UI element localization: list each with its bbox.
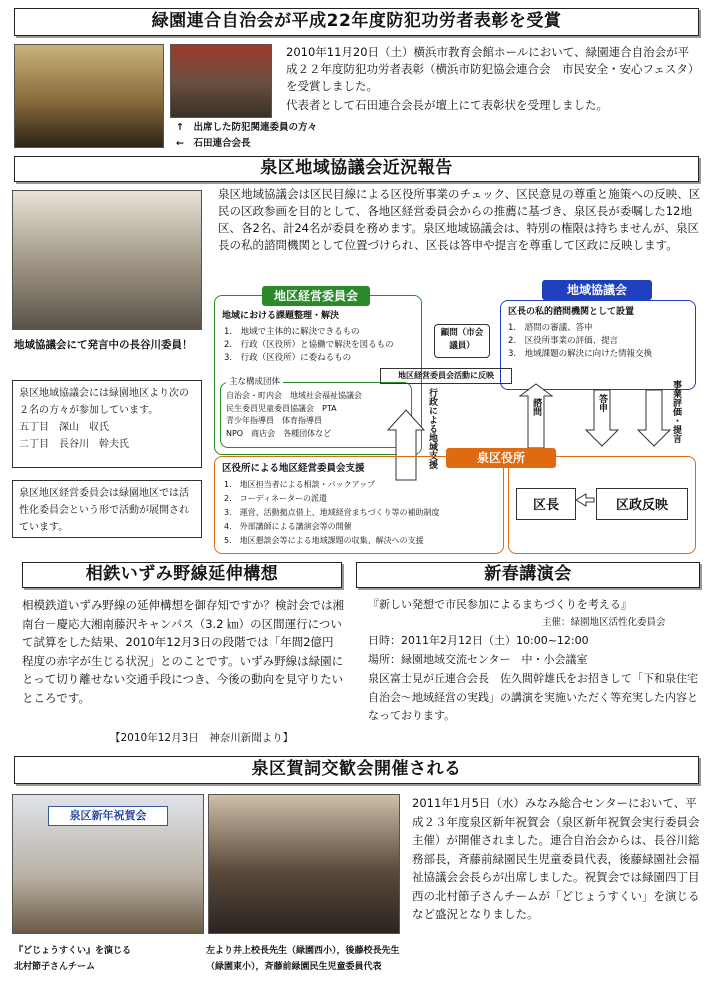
advisor-label: 顧問（市会議員） <box>440 328 484 351</box>
lecture-body: 泉区富士見が丘連合会長 佐久間幹雄氏をお招きして「下和泉住宅自治会～地域経営の実践」の講演を実施いただく等充実した内容となっております。 <box>368 672 698 722</box>
member-org: 自治会・町内会 地域社会福祉協議会 <box>226 391 362 400</box>
committee-item: 3. 行政（区役所）に委ねるもの <box>224 353 352 363</box>
member-org: 青少年指導員 体育指導員 <box>226 416 322 425</box>
committee-item: 2. 行政（区役所）と協働で解決を図るもの <box>224 340 394 350</box>
dance-caption-2: 北村節子さんチーム <box>14 962 96 972</box>
lecture-theme: 『新しい発想で市民参加によるまちづくりを考える』 <box>368 598 632 611</box>
support-head: 区役所による地区経営委員会支援 <box>222 463 365 474</box>
committee-sub: 地域における課題整理・解決 <box>222 311 340 321</box>
award-body: 2010年11月20日（土）横浜市教育会館ホールにおいて、緑園連合自治会が平成２２年度防犯功労者表彰（横浜市防犯協会連合会 市民安全・安心フェスタ）を受賞しました。 <box>286 45 700 93</box>
reflect-label: 区政反映 <box>615 498 668 513</box>
toshin-label: 答申 <box>597 394 607 412</box>
dance-caption-1: 『どじょうすくい』を演じる <box>14 946 132 956</box>
support-item: 2. コーディネーターの派遣 <box>224 494 327 503</box>
section-title-lecture: 新春講演会 <box>356 562 700 588</box>
section-title-newyear: 泉区賀詞交歓会開催される <box>14 756 699 784</box>
railway-body: 相模鉄道いずみ野線の延伸構想を御存知ですか？検討会では湘南台－慶応大湘南藤沢キャンパス（3.2 ㎞）の区間運行について試算をした結果、2010年12月3日の段階では「年間2億円程度の赤字が生じる状況」とのことです。いずみ野線は緑園にとって切り離せない交通手段につき、今後の動向を見守りたいところです。 <box>22 598 344 705</box>
management-note: 泉区地区経営委員会は緑園地区では活性化委員会という形で活動が展開されています。 <box>19 488 189 533</box>
principals-caption-1: 左より井上校長先生（緑園西小），後藤校長先生 <box>206 946 400 956</box>
principals-caption-2: （緑園東小），斉藤前緑園民生児童委員代表 <box>206 962 382 972</box>
section-title-council: 泉区地域協議会近況報告 <box>14 156 699 182</box>
jigyo-label: 事業評価・提言 <box>671 380 681 443</box>
newyear-body: 2011年1月5日（水）みなみ総合センターにおいて、平成２３年度泉区新年祝賀会（泉区新年祝賀会実行委員会主催）が開催されました。連合自治会からは、長谷川総務部長，斉藤前緑園民生児童委員代表，後藤緑園社会福祉協議会会長らが出席しました。祝賀会では緑園四丁目西の北村節子さんチームが「どじょうすくい」を演じるなど盛況となりました。 <box>412 796 700 921</box>
committee-item: 1. 地域で主体的に解決できるもの <box>224 327 360 337</box>
members-head: 主な構成団体 <box>226 376 283 389</box>
council-label: 地域協議会 <box>542 280 652 300</box>
principals-photo <box>208 794 400 934</box>
council-item: 1. 諮問の審議、答申 <box>508 323 593 333</box>
member-1: 五丁目 深山 収氏 <box>19 422 109 433</box>
support-items <box>224 478 500 548</box>
council-body: 泉区地域協議会は区民目線による区役所事業のチェック、区民意見の尊重と施策への反映、区民の区政参画を目的として、各地区経営委員会からの推薦に基づき、泉区長が委嘱した12地区、各2名、計24名が委員を務めます。泉区地域協議会は、特別の権限は持ちませんが、泉区長の私的諮問機関として位置づけられ、区長は答申や提言を尊重して区政に反映します。 <box>218 187 701 252</box>
award-body-2: 代表者として石田連合会長が壇上にて表彰状を受理しました。 <box>286 98 608 112</box>
council-sub: 区長の私的諮問機関として設置 <box>508 307 635 317</box>
support-item: 3. 運営、活動拠点借上、地域経営まちづくり等の補助制度 <box>224 508 440 517</box>
award-caption-2: ← 石田連合会長 <box>176 138 251 149</box>
member-2: 二丁目 長谷川 幹夫氏 <box>19 439 129 450</box>
council-item: 3. 地域課題の解決に向けた情報交換 <box>508 349 653 359</box>
newyear-banner: 泉区新年祝賀会 <box>48 806 168 826</box>
council-item: 2. 区役所事業の評価、提言 <box>508 336 619 346</box>
lecture-place: 場所：緑園地域交流センター 中・小会議室 <box>368 653 588 666</box>
council-photo-caption: 地域協議会にて発言中の長谷川委員！ <box>14 339 193 351</box>
report-arrow-label: 地区経営委員会活動に反映 <box>398 371 494 380</box>
award-caption-1: ↑ 出席した防犯関連委員の方々 <box>176 122 317 133</box>
section-title-railway: 相鉄いずみ野線延伸構想 <box>22 562 342 588</box>
members-intro: 泉区地域協議会には緑園地区より次の２名の方々が参加しています。 <box>19 388 189 416</box>
shimon-label: 諮問 <box>531 398 541 416</box>
shimon-arrow <box>520 384 552 448</box>
support-item: 1. 地区担当者による相談・バックアップ <box>224 480 376 489</box>
gyosei-label: 行政による地域支援 <box>427 388 437 469</box>
ward-label: 泉区役所 <box>446 448 556 468</box>
lecture-date: 日時：2011年2月12日（土）10:00~12:00 <box>368 634 589 647</box>
railway-source: 【2010年12月3日 神奈川新聞より】 <box>110 732 294 744</box>
support-item: 4. 外部講師による講演会等の開催 <box>224 522 352 531</box>
committee-label: 地区経営委員会 <box>262 286 370 306</box>
member-org: 民生委員児童委員協議会 PTA <box>226 403 337 413</box>
jigyo-arrow <box>638 390 670 446</box>
support-item: 5. 地区懇談会等による地域課題の収集、解決への支援 <box>224 536 424 545</box>
section-title-award: 緑園連合自治会が平成22年度防犯功労者表彰を受賞 <box>14 8 699 36</box>
mayor-label: 区長 <box>532 498 559 513</box>
member-org: NPO 商店会 各種団体など <box>226 428 332 438</box>
lecture-organizer: 主催：緑園地区活性化委員会 <box>542 617 666 628</box>
